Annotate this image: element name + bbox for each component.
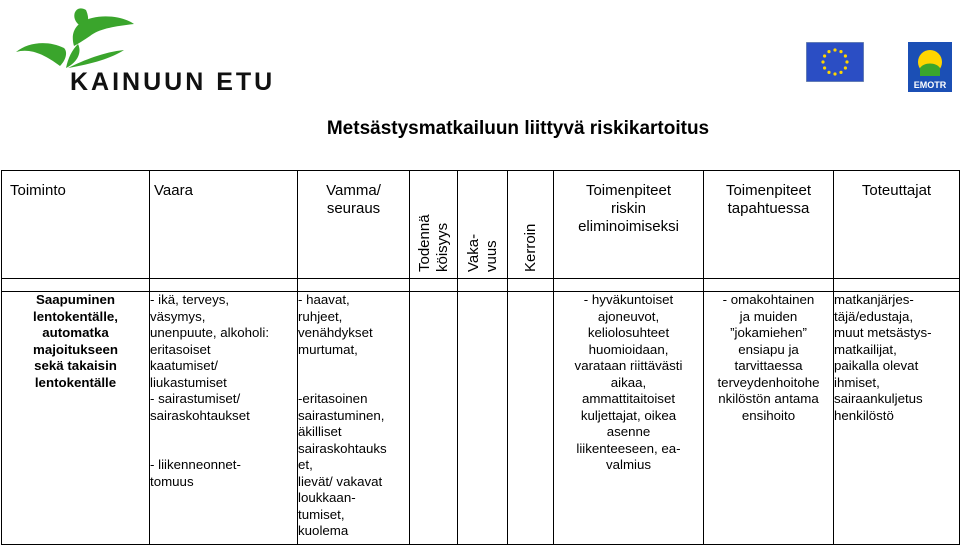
cell-vakavuus <box>458 292 508 545</box>
spacer-cell <box>298 279 410 292</box>
cell-toimenpiteet-eliminointi: - hyväkuntoiset ajoneuvot, keliolosuhteet huomioidaan, varataan riittävästi aikaa, ammattitaitoiset kuljettajat, oikea asenne liikenteeseen, ea- valmius <box>554 292 704 545</box>
spacer-cell <box>458 279 508 292</box>
header-row <box>2 171 960 279</box>
header-vakavuus <box>458 171 508 279</box>
emotr-emblem <box>908 42 952 92</box>
header-toiminto <box>2 171 150 279</box>
header-toimenpiteet-eliminointi-label: Toimenpiteet riskin eliminoimiseksi <box>578 182 679 235</box>
spacer-cell <box>2 279 150 292</box>
header-vamma-label: Vamma/ seuraus <box>326 182 381 217</box>
spacer-cell <box>704 279 834 292</box>
table-row <box>2 292 960 545</box>
header-toimenpiteet-tapahtuessa <box>704 171 834 279</box>
header-kerroin-label: Kerroin <box>521 223 539 272</box>
logo-text: KAINUUN ETU <box>70 68 276 96</box>
spacer-cell <box>508 279 554 292</box>
emotr-label: EMOTR <box>913 80 947 90</box>
header-todennakoisyys-label: Todennä köisyys <box>415 214 451 272</box>
eu-flag-icon <box>806 42 864 82</box>
header-vaara <box>150 171 298 279</box>
header-vamma <box>298 171 410 279</box>
header-toteuttajat-label: Toteuttajat <box>861 182 932 199</box>
header-toimenpiteet-tapahtuessa-label: Toimenpiteet tapahtuessa <box>725 182 812 217</box>
kainuun-etu-logo <box>8 2 288 98</box>
cell-toiminto: Saapuminen lentokentälle, automatka majoitukseen sekä takaisin lentokentälle <box>2 292 150 545</box>
header-vakavuus-label: Vaka- vuus <box>464 233 500 272</box>
header-vaara-label: Vaara <box>154 182 193 199</box>
spacer-cell <box>834 279 960 292</box>
page-title: Metsästysmatkailuun liittyvä riskikartoitus <box>326 118 710 139</box>
spacer-cell <box>410 279 458 292</box>
header-toiminto-label: Toiminto <box>10 182 66 199</box>
spacer-cell <box>150 279 298 292</box>
cell-kerroin <box>508 292 554 545</box>
cell-toimenpiteet-tapahtuessa: - omakohtainen ja muiden ”jokamiehen” ensiapu ja tarvittaessa terveydenhoitohe nkilöstön antama ensihoito <box>704 292 834 545</box>
cell-vaara: - ikä, terveys, väsymys, unenpuute, alkoholi: eritasoiset kaatumiset/ liukastumiset - sairastumiset/ sairaskohtaukset - liikenneonnet- tomuus <box>150 292 298 545</box>
header-kerroin <box>508 171 554 279</box>
cell-todennakoisyys <box>410 292 458 545</box>
cell-toteuttajat: matkanjärjes- täjä/edustaja, muut metsästys- matkailijat, paikalla olevat ihmiset, sairaankuljetus henkilöstö <box>834 292 960 545</box>
spacer-cell <box>554 279 704 292</box>
cell-vamma: - haavat, ruhjeet, venähdykset murtumat, -eritasoinen sairastuminen, äkilliset sairaskohtauks et, lievät/ vakavat loukkaan- tumiset, kuolema <box>298 292 410 545</box>
header-toimenpiteet-eliminointi <box>554 171 704 279</box>
risk-table <box>1 170 960 545</box>
header-todennakoisyys <box>410 171 458 279</box>
header-toteuttajat <box>834 171 960 279</box>
spacer-row <box>2 279 960 292</box>
